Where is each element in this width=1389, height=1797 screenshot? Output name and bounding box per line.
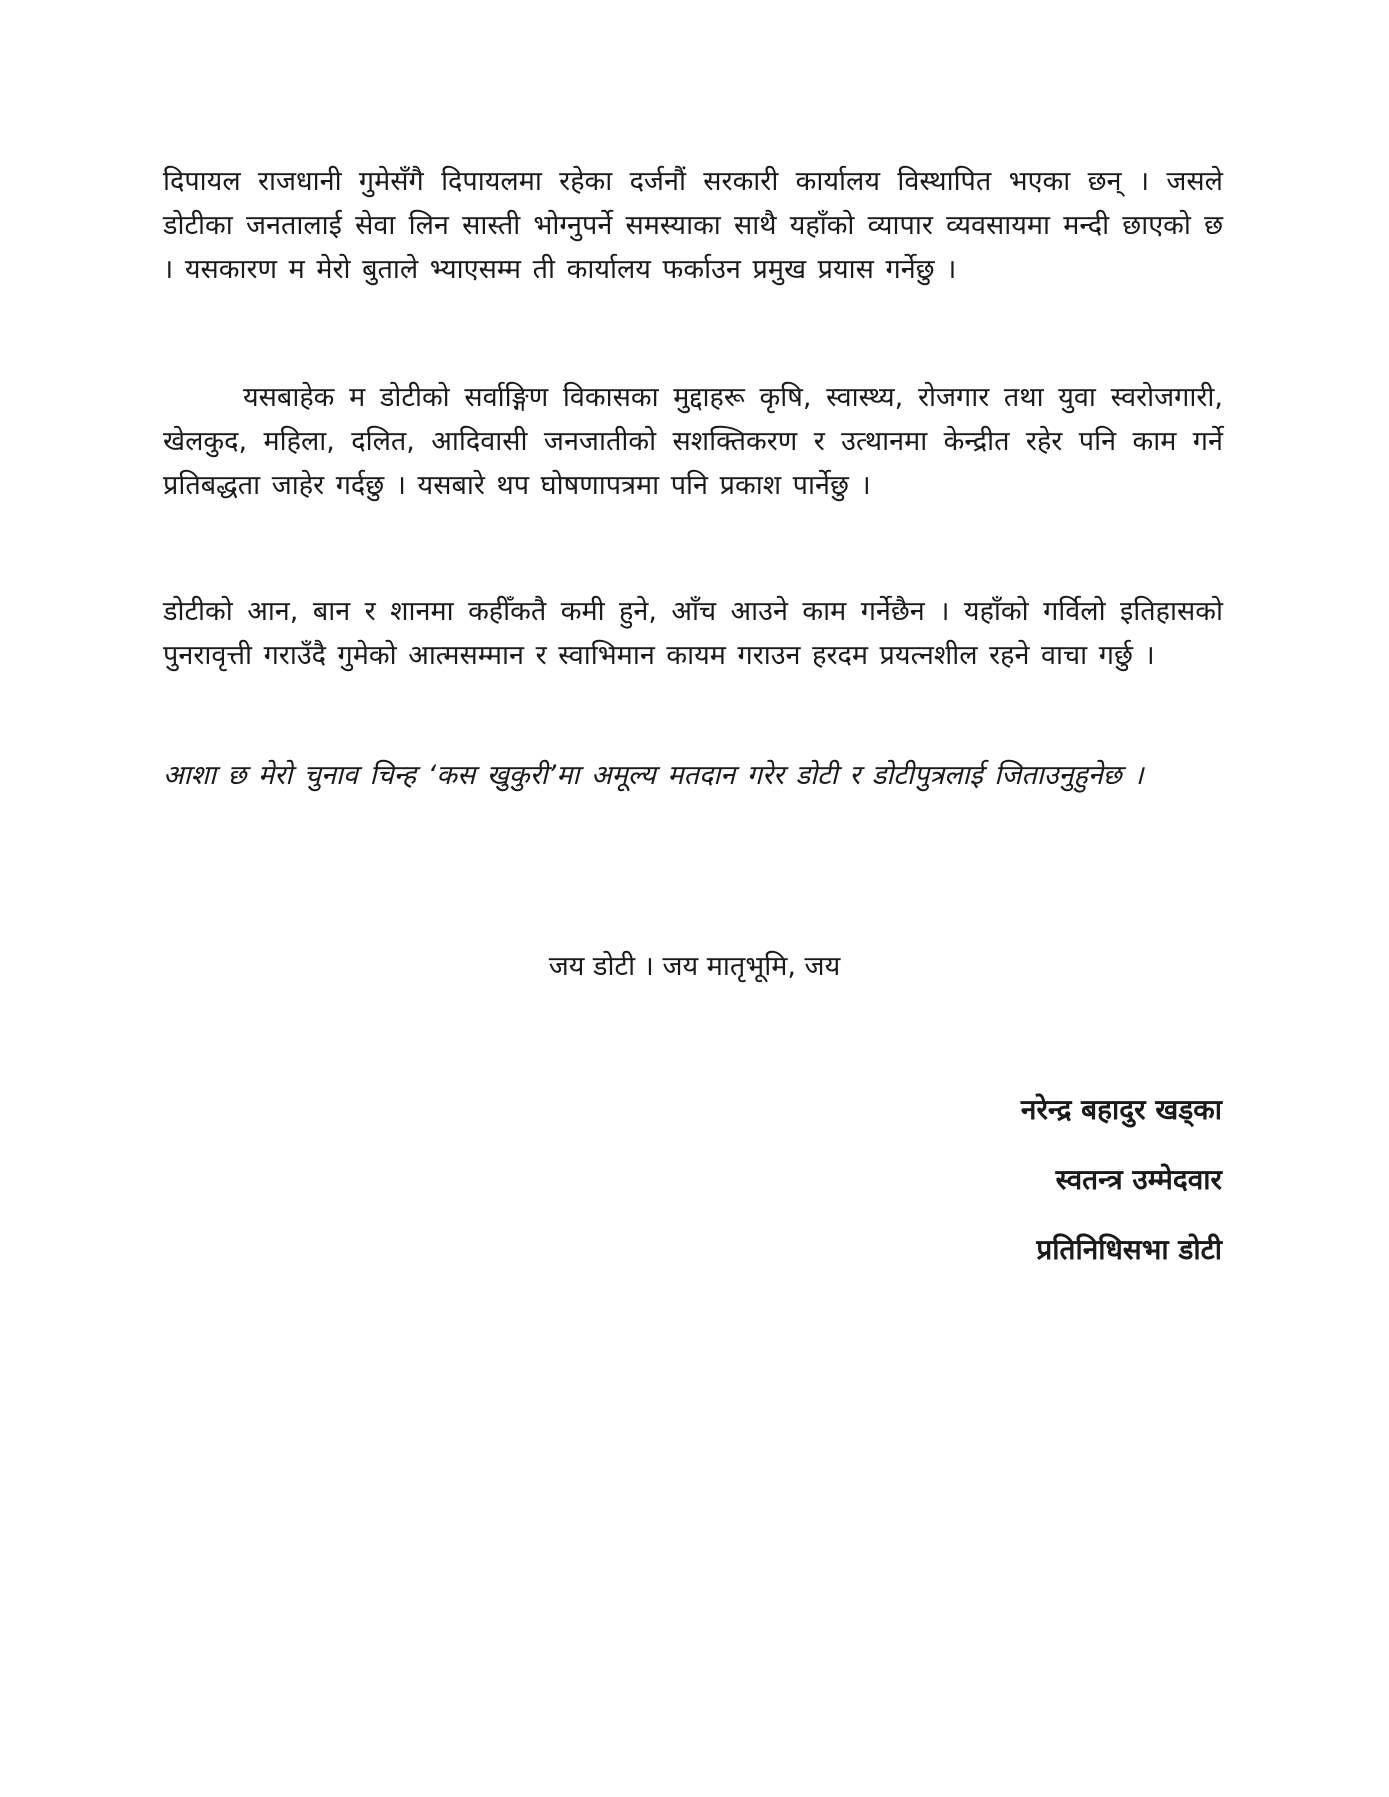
signature-title: स्वतन्त्र उम्मेदवार bbox=[1055, 1163, 1222, 1196]
signature-constituency: प्रतिनिधिसभा डोटी bbox=[1036, 1233, 1222, 1266]
closing-slogan: जय डोटी । जय मातृभूमि, जय bbox=[548, 951, 841, 982]
paragraph-offices: दिपायल राजधानी गुमेसँगै दिपायलमा रहेका दर्जनौं सरकारी कार्यालय विस्थापित भएका छन् । जसले डोटीका जनतालाई सेवा लिन सास्ती भोग्नुपर्ने समस्याका साथै यहाँको व्यापार व्यवसायमा मन्दी छाएको छ । यसकारण म मेरो बुताले भ्याएसम्म ती कार्यालय फर्काउन प्रमुख प्रयास गर्नेछु । bbox=[163, 166, 1223, 285]
paragraph-appeal: आशा छ मेरो चुनाव चिन्ह ‘कस खुकुरी’मा अमूल्य मतदान गरेर डोटी र डोटीपुत्रलाई जिताउनुहुनेछ । bbox=[163, 760, 1144, 791]
signature-name: नरेन्द्र बहादुर खड्का bbox=[1020, 1093, 1222, 1126]
paragraph-development: यसबाहेक म डोटीको सर्वाङ्गिण विकासका मुद्दाहरू कृषि, स्वास्थ्य, रोजगार तथा युवा स्वरोजगारी, खेलकुद, महिला, दलित, आदिवासी जनजातीको सशक्तिकरण र उत्थानमा केन्द्रीत रहेर पनि काम गर्ने प्रतिबद्धता जाहेर गर्दछु । यसबारे थप घोषणापत्रमा पनि प्रकाश पार्नेछु । bbox=[163, 382, 1223, 501]
paragraph-pride: डोटीको आन, बान र शानमा कहीँकतै कमी हुने, आँच आउने काम गर्नेछैन । यहाँको गर्विलो इतिहासको पुनरावृत्ती गराउँदै गुमेको आत्मसम्मान र स्वाभिमान कायम गराउन हरदम प्रयत्नशील रहने वाचा गर्छु । bbox=[163, 596, 1223, 671]
